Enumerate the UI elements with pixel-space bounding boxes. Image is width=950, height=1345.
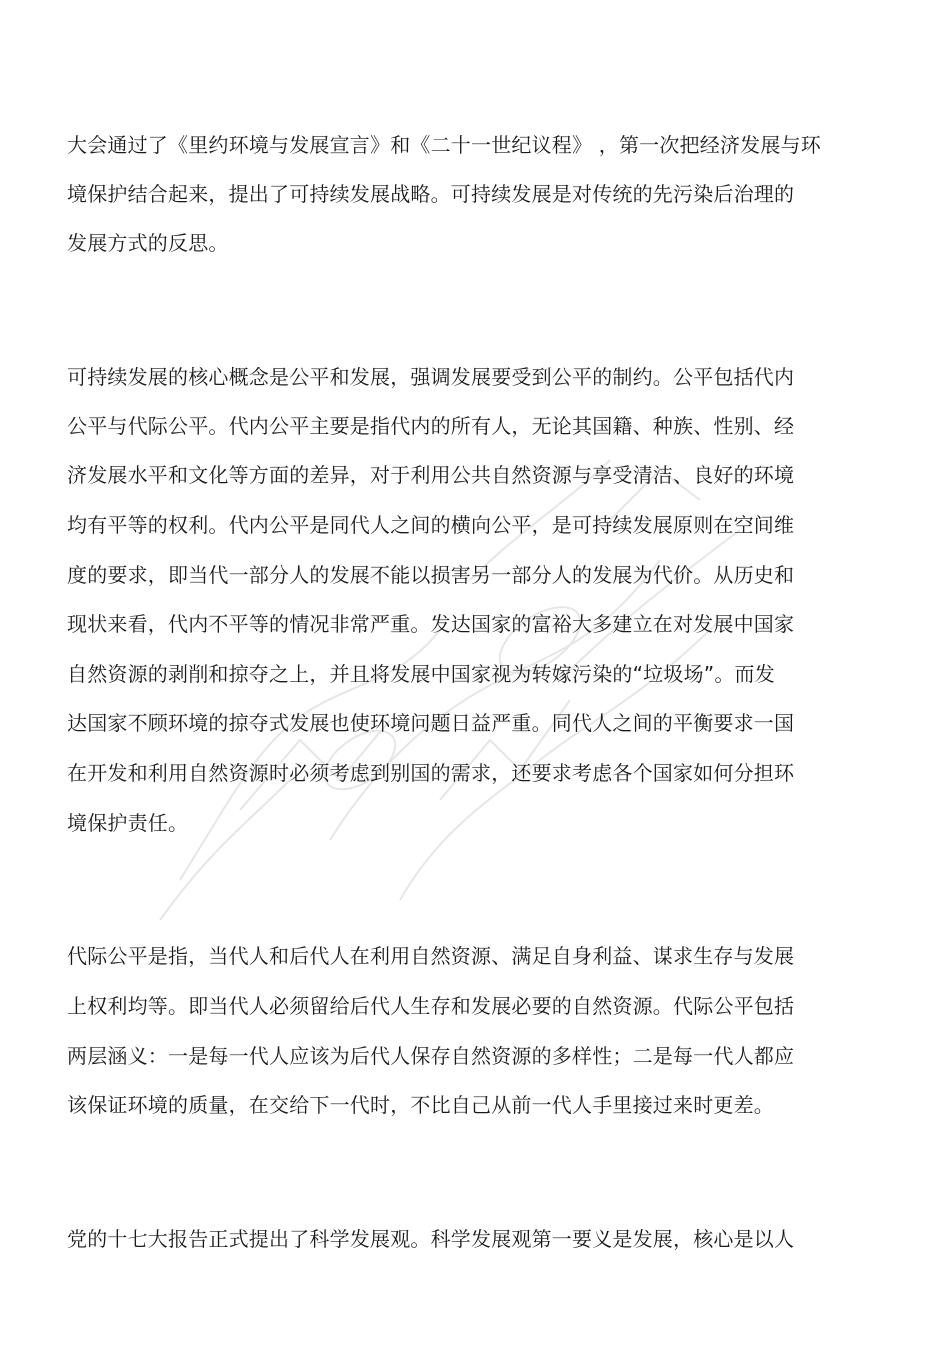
paragraph-2-line-2: 公平与代际公平。代内公平主要是指代内的所有人，无论其国籍、种族、性别、经	[67, 414, 795, 438]
paragraph-2-line-9: 在开发和利用自然资源时必须考虑到别国的需求，还要求考虑各个国家如何分担环	[67, 761, 795, 785]
paragraph-3-line-1: 代际公平是指，当代人和后代人在利用自然资源、满足自身利益、谋求生存与发展	[67, 944, 795, 968]
paragraph-1-line-1: 大会通过了《里约环境与发展宣言》和《二十一世纪议程》 ，第一次把经济发展与环	[67, 133, 821, 157]
paragraph-2-line-10: 境保护责任。	[67, 811, 189, 835]
paragraph-1-line-3: 发展方式的反思。	[67, 231, 229, 255]
paragraph-2-line-3: 济发展水平和文化等方面的差异，对于利用公共自然资源与享受清洁、良好的环境	[67, 463, 795, 487]
paragraph-2-line-1: 可持续发展的核心概念是公平和发展，强调发展要受到公平的制约。公平包括代内	[67, 365, 795, 389]
paragraph-3-line-2: 上权利均等。即当代人必须留给后代人生存和发展必要的自然资源。代际公平包括	[67, 994, 795, 1018]
paragraph-4-line-1: 党的十七大报告正式提出了科学发展观。科学发展观第一要义是发展，核心是以人	[67, 1227, 795, 1251]
paragraph-3-line-4: 该保证环境的质量，在交给下一代时，不比自己从前一代人手里接过来时更差。	[67, 1093, 774, 1117]
paragraph-2-line-4: 均有平等的权利。代内公平是同代人之间的横向公平，是可持续发展原则在空间维	[67, 513, 795, 537]
paragraph-2-line-5: 度的要求，即当代一部分人的发展不能以损害另一部分人的发展为代价。从历史和	[67, 563, 795, 587]
paragraph-2-line-7: 自然资源的剥削和掠夺之上，并且将发展中国家视为转嫁污染的“垃圾场”。而发	[67, 662, 775, 686]
paragraph-2-line-8: 达国家不顾环境的掠夺式发展也使环境问题日益严重。同代人之间的平衡要求一国	[67, 711, 795, 735]
paragraph-2-line-6: 现状来看，代内不平等的情况非常严重。发达国家的富裕大多建立在对发展中国家	[67, 612, 795, 636]
paragraph-3-line-3: 两层涵义：一是每一代人应该为后代人保存自然资源的多样性；二是每一代人都应	[67, 1044, 795, 1068]
paragraph-1-line-2: 境保护结合起来，提出了可持续发展战略。可持续发展是对传统的先污染后治理的	[67, 182, 795, 206]
